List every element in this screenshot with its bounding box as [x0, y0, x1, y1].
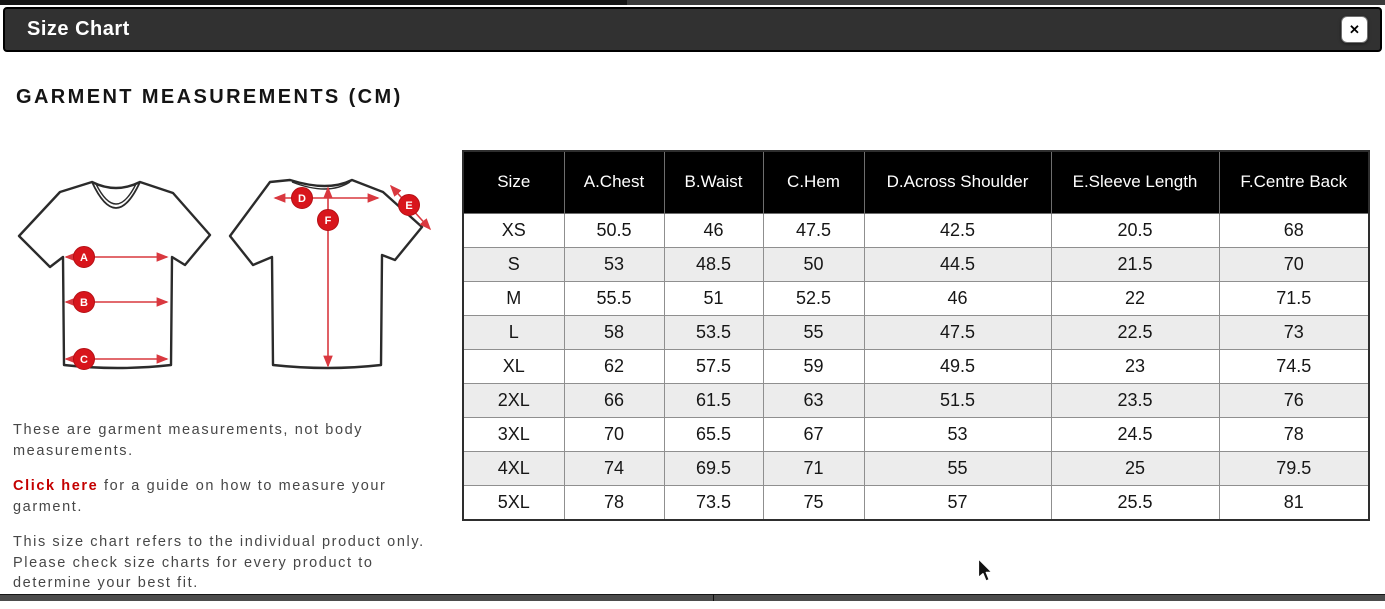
size-table: [462, 150, 1370, 521]
modal-header: [3, 7, 1382, 52]
notes-section: [13, 420, 453, 609]
measurement-cell: 53: [864, 418, 1051, 452]
column-header: D.Across Shoulder: [864, 151, 1051, 214]
measurement-cell: 47.5: [864, 316, 1051, 350]
tshirt-front-outline: [19, 182, 210, 368]
size-cell: 5XL: [463, 486, 564, 521]
svg-text:F: F: [324, 215, 332, 227]
measurement-cell: 44.5: [864, 248, 1051, 282]
measurement-cell: 46: [664, 214, 763, 248]
size-cell: XS: [463, 214, 564, 248]
close-button[interactable]: [1341, 16, 1368, 43]
measurement-cell: 71: [763, 452, 864, 486]
measurement-cell: 23: [1051, 350, 1219, 384]
measurement-cell: 22: [1051, 282, 1219, 316]
page-title: GARMENT MEASUREMENTS (CM): [16, 86, 403, 108]
measurement-cell: 53: [564, 248, 664, 282]
measurement-cell: 20.5: [1051, 214, 1219, 248]
size-table-header: [463, 151, 1369, 214]
measurement-cell: 59: [763, 350, 864, 384]
table-row: [463, 418, 1369, 452]
measurement-cell: 74: [564, 452, 664, 486]
column-header: B.Waist: [664, 151, 763, 214]
page-background-bottom-strip: [0, 594, 1385, 601]
column-header: E.Sleeve Length: [1051, 151, 1219, 214]
page-background-bottom-seam: [713, 594, 714, 601]
measurement-cell: 42.5: [864, 214, 1051, 248]
measurement-cell: 57: [864, 486, 1051, 521]
svg-text:E: E: [405, 200, 413, 212]
table-row: [463, 486, 1369, 521]
measurement-cell: 61.5: [664, 384, 763, 418]
measurement-cell: 50.5: [564, 214, 664, 248]
size-cell: 2XL: [463, 384, 564, 418]
measurement-cell: 21.5: [1051, 248, 1219, 282]
tshirt-back-diagram: [228, 172, 440, 377]
measurement-cell: 58: [564, 316, 664, 350]
measurement-cell: 81: [1219, 486, 1369, 521]
measurement-cell: 62: [564, 350, 664, 384]
note-measure-guide: [13, 476, 453, 517]
svg-text:D: D: [298, 193, 306, 205]
measurement-cell: 46: [864, 282, 1051, 316]
measurement-cell: 67: [763, 418, 864, 452]
measure-badge-c: [74, 349, 95, 370]
measurement-cell: 55.5: [564, 282, 664, 316]
table-row: [463, 452, 1369, 486]
table-row: [463, 214, 1369, 248]
measurement-cell: 57.5: [664, 350, 763, 384]
modal-title: Size Chart: [27, 18, 130, 40]
note-garment-measurements: These are garment measurements, not body measurements.: [13, 422, 364, 459]
header-row: [463, 151, 1369, 214]
measurement-cell: 51: [664, 282, 763, 316]
click-here-link[interactable]: Click here: [13, 478, 99, 495]
note-measure-guide-rest: for a guide on how to measure your garment.: [13, 478, 387, 515]
measurement-cell: 55: [763, 316, 864, 350]
measurement-cell: 73: [1219, 316, 1369, 350]
measurement-cell: 79.5: [1219, 452, 1369, 486]
measurement-cell: 55: [864, 452, 1051, 486]
measurement-cell: 25: [1051, 452, 1219, 486]
column-header: C.Hem: [763, 151, 864, 214]
column-header: Size: [463, 151, 564, 214]
measure-badge-a: [74, 247, 95, 268]
measurement-cell: 74.5: [1219, 350, 1369, 384]
measure-badge-d: [292, 188, 313, 209]
table-row: [463, 282, 1369, 316]
close-icon: ✕: [1349, 21, 1360, 37]
svg-text:C: C: [80, 354, 88, 366]
size-cell: S: [463, 248, 564, 282]
measurement-cell: 49.5: [864, 350, 1051, 384]
measurement-cell: 68: [1219, 214, 1369, 248]
tshirt-front-diagram: [10, 172, 222, 377]
measurement-cell: 25.5: [1051, 486, 1219, 521]
measurement-cell: 76: [1219, 384, 1369, 418]
measurement-cell: 66: [564, 384, 664, 418]
measurement-cell: 22.5: [1051, 316, 1219, 350]
measurement-cell: 50: [763, 248, 864, 282]
measurement-cell: 52.5: [763, 282, 864, 316]
measurement-cell: 70: [1219, 248, 1369, 282]
column-header: F.Centre Back: [1219, 151, 1369, 214]
measure-badge-b: [74, 292, 95, 313]
measure-badge-f: [318, 210, 339, 231]
measurement-cell: 69.5: [664, 452, 763, 486]
measurement-cell: 51.5: [864, 384, 1051, 418]
measurement-cell: 78: [564, 486, 664, 521]
measurement-cell: 23.5: [1051, 384, 1219, 418]
measurement-cell: 78: [1219, 418, 1369, 452]
size-cell: 3XL: [463, 418, 564, 452]
page-background-top-strip-left: [0, 0, 627, 5]
measurement-cell: 73.5: [664, 486, 763, 521]
measurement-cell: 70: [564, 418, 664, 452]
measurement-cell: 63: [763, 384, 864, 418]
size-cell: 4XL: [463, 452, 564, 486]
size-cell: XL: [463, 350, 564, 384]
size-cell: M: [463, 282, 564, 316]
table-row: [463, 316, 1369, 350]
measurement-cell: 71.5: [1219, 282, 1369, 316]
size-cell: L: [463, 316, 564, 350]
measurement-cell: 65.5: [664, 418, 763, 452]
svg-text:A: A: [80, 252, 88, 264]
table-row: [463, 350, 1369, 384]
measurement-cell: 24.5: [1051, 418, 1219, 452]
mouse-cursor-icon: [977, 558, 995, 585]
note-individual-product: This size chart refers to the individual product only. Please check size charts for every product to determine your best fit.: [13, 534, 425, 592]
table-row: [463, 384, 1369, 418]
tshirt-back-outline: [230, 180, 422, 368]
measurement-cell: 75: [763, 486, 864, 521]
svg-text:B: B: [80, 297, 88, 309]
table-row: [463, 248, 1369, 282]
measurement-cell: 53.5: [664, 316, 763, 350]
measurement-cell: 47.5: [763, 214, 864, 248]
size-table-body: [463, 214, 1369, 521]
measure-badge-e: [399, 195, 420, 216]
column-header: A.Chest: [564, 151, 664, 214]
measurement-cell: 48.5: [664, 248, 763, 282]
